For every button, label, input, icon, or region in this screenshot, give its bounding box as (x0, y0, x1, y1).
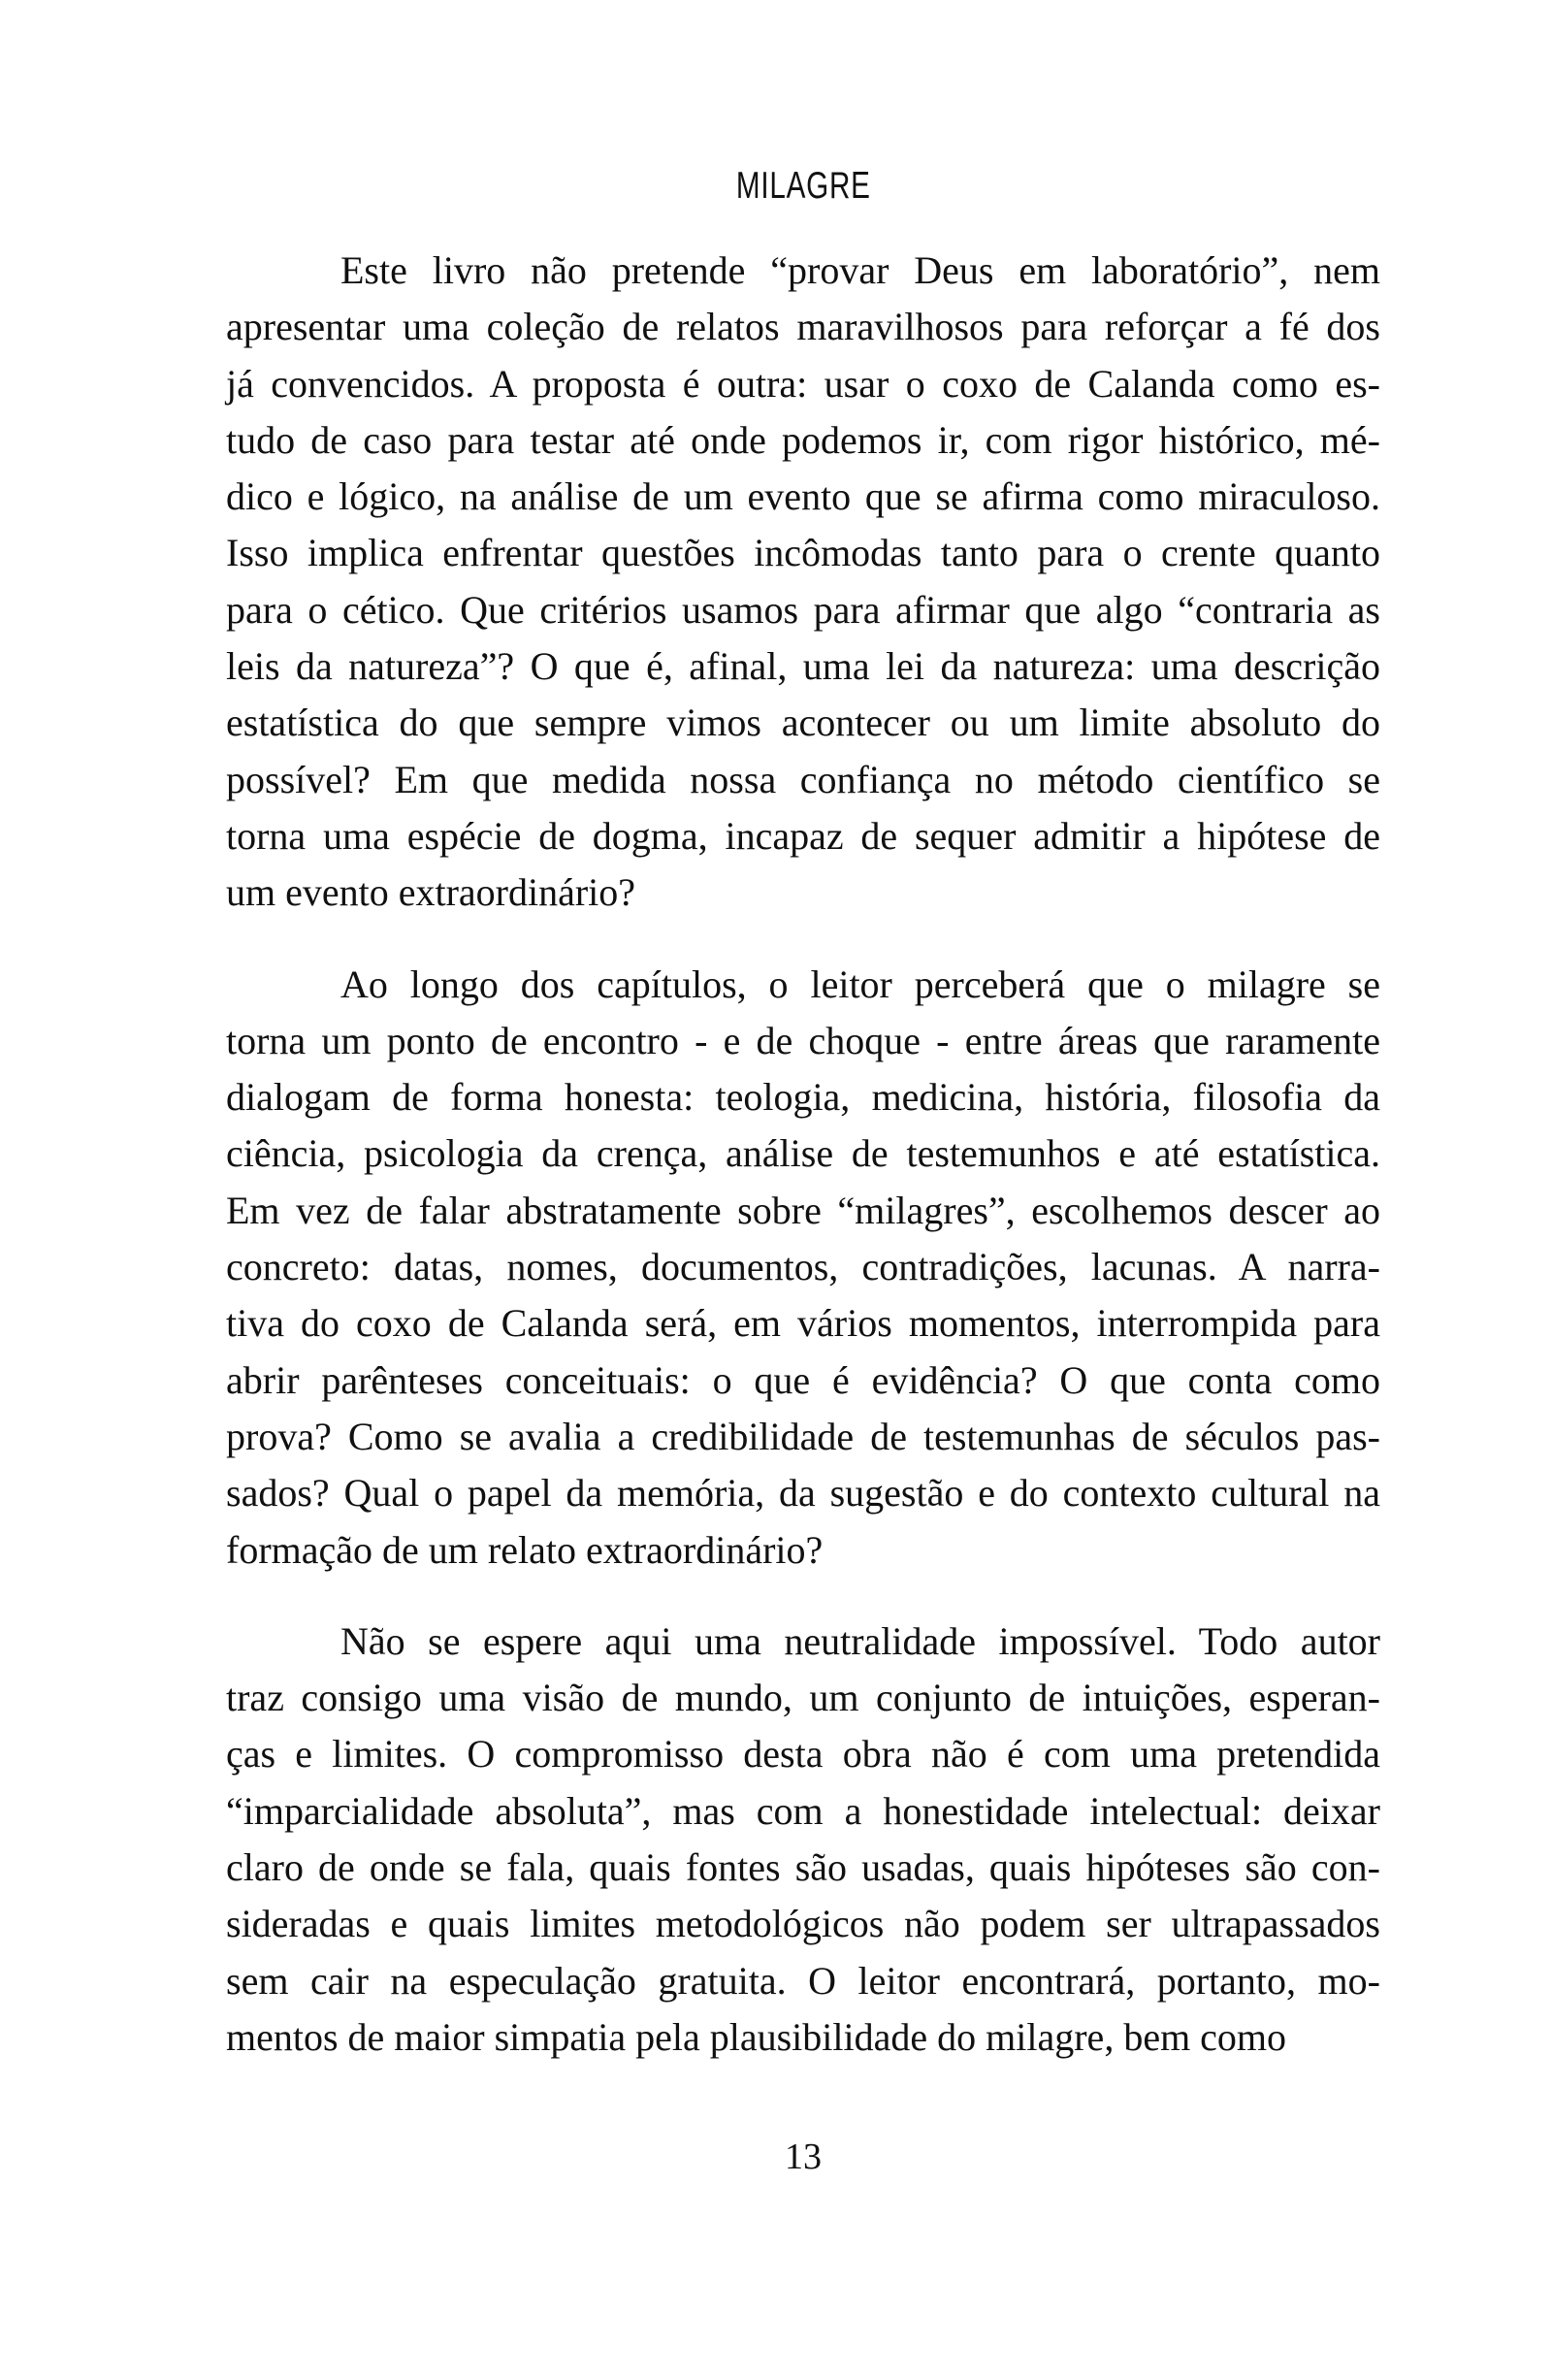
running-header (226, 167, 1380, 205)
text-column (226, 0, 1380, 2380)
page-number: 13 (785, 2136, 822, 2177)
text-line: leis da natureza”? O que é, afinal, uma lei da natureza: uma descrição (226, 644, 1380, 689)
text-line: Este livro não pretende “provar Deus em laboratório”, nem (340, 248, 1380, 292)
text-line: torna um ponto de encontro - e de choque - entre áreas que raramente (226, 1018, 1380, 1062)
text-line: ciência, psicologia da crença, análise de testemunhos e até estatística. (226, 1131, 1380, 1176)
text-line: traz consigo uma visão de mundo, um conjunto de intuições, esperan- (226, 1676, 1380, 1720)
text-line: estatística do que sempre vimos acontecer ou um limite absoluto do (226, 701, 1380, 745)
text-line: dico e lógico, na análise de um evento que se afirma como miraculoso. (226, 474, 1380, 519)
text-line: Ao longo dos capítulos, o leitor perceberá que o milagre se (340, 962, 1380, 1006)
text-line: concreto: datas, nomes, documentos, contradições, lacunas. A narra- (226, 1245, 1380, 1289)
text-line: sideradas e quais limites metodológicos não podem ser ultrapassados (226, 1902, 1380, 1946)
body-text (226, 243, 1380, 2066)
text-line: já convencidos. A proposta é outra: usar o coxo de Calanda como es- (226, 361, 1380, 406)
text-line: mentos de maior simpatia pela plausibilidade do milagre, bem como (226, 2014, 1287, 2059)
text-line: apresentar uma coleção de relatos maravilhosos para reforçar a fé dos (226, 305, 1380, 349)
text-line: dialogam de forma honesta: teologia, medicina, história, filosofia da (226, 1075, 1380, 1120)
text-line: para o cético. Que critérios usamos para afirmar que algo “contraria as (226, 587, 1380, 632)
text-line: Em vez de falar abstratamente sobre “milagres”, escolhemos descer ao (226, 1188, 1380, 1232)
paragraph (226, 957, 1380, 1579)
text-line: sem cair na especulação gratuita. O leitor encontrará, portanto, mo- (226, 1958, 1380, 2003)
text-line: formação de um relato extraordinário? (226, 1527, 824, 1572)
text-line: um evento extraordinário? (226, 870, 636, 915)
running-header-text: MILAGRE (735, 165, 871, 207)
text-line: possível? Em que medida nossa confiança no método científico se (226, 757, 1380, 801)
text-line: ças e limites. O compromisso desta obra não é com uma pretendida (226, 1732, 1380, 1777)
text-line: Isso implica enfrentar questões incômodas tanto para o crente quanto (226, 531, 1380, 575)
text-line: abrir parênteses conceituais: o que é evidência? O que conta como (226, 1357, 1380, 1402)
text-line: prova? Como se avalia a credibilidade de testemunhas de séculos pas- (226, 1414, 1380, 1458)
text-line: tiva do coxo de Calanda será, em vários momentos, interrompida para (226, 1301, 1380, 1346)
text-line: tudo de caso para testar até onde podemos ir, com rigor histórico, mé- (226, 417, 1380, 462)
text-line: sados? Qual o papel da memória, da sugestão e do contexto cultural na (226, 1471, 1380, 1516)
text-line: torna uma espécie de dogma, incapaz de sequer admitir a hipótese de (226, 813, 1380, 858)
text-line: claro de onde se fala, quais fontes são usadas, quais hipóteses são con- (226, 1845, 1380, 1890)
paragraph (226, 1614, 1380, 2066)
text-line: Não se espere aqui uma neutralidade impossível. Todo autor (340, 1618, 1380, 1663)
paragraph (226, 243, 1380, 922)
text-line: “imparcialidade absoluta”, mas com a honestidade intelectual: deixar (226, 1788, 1380, 1833)
